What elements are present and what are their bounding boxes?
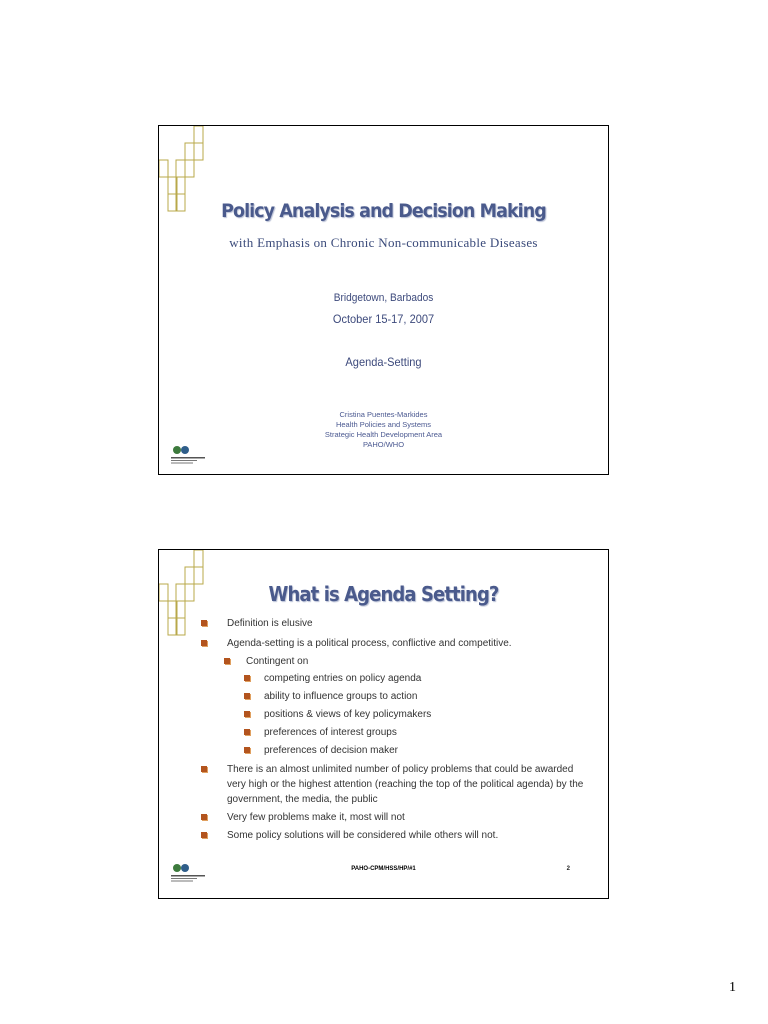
slide-title: Policy Analysis and Decision Making [221, 200, 546, 222]
bullet-icon [201, 766, 207, 772]
list-item: positions & views of key policymakers [264, 707, 431, 722]
list-item: preferences of interest groups [264, 725, 397, 740]
author-unit: Health Policies and Systems [335, 420, 432, 429]
list-item: Very few problems make it, most will not [227, 810, 405, 825]
paho-logo-icon [169, 444, 209, 466]
bullet-icon [224, 658, 230, 664]
list-item: Contingent on [246, 654, 308, 669]
list-item: competing entries on policy agenda [264, 671, 421, 686]
list-item: ability to influence groups to action [264, 689, 417, 704]
slide-title: What is Agenda Setting? [268, 582, 499, 606]
location-text: Bridgetown, Barbados [333, 292, 434, 304]
list-item: Some policy solutions will be considered while others will not. [227, 828, 498, 843]
bullet-icon [244, 693, 250, 699]
slide-subtitle: with Emphasis on Chronic Non-communicable Diseases [229, 235, 538, 250]
author-org: PAHO/WHO [362, 440, 405, 449]
author-area: Strategic Health Development Area [324, 430, 443, 439]
slide-1 [158, 125, 609, 475]
date-text: October 15-17, 2007 [332, 312, 435, 326]
list-item: Definition is elusive [227, 616, 313, 631]
bullet-icon [201, 640, 207, 646]
slide-number: 2 [566, 866, 570, 872]
agenda-text: Agenda-Setting [345, 355, 422, 369]
bullet-icon [244, 711, 250, 717]
bullet-icon [201, 814, 207, 820]
list-item: Agenda-setting is a political process, conflictive and competitive. [227, 636, 512, 651]
author-block [159, 410, 608, 450]
bullet-icon [244, 675, 250, 681]
page-number: 1 [729, 980, 736, 995]
list-item: There is an almost unlimited number of policy problems that could be awarded very high or the highest attention (reaching the top of the political agenda) by the government, the media, the public [227, 762, 587, 807]
slide-footer: PAHO-CPM/HSS/HP/#1 [351, 866, 416, 872]
bullet-icon [201, 832, 207, 838]
bullet-icon [201, 620, 207, 626]
list-item: preferences of decision maker [264, 743, 398, 758]
author-name: Cristina Puentes-Markides [339, 410, 428, 419]
slide-2 [158, 549, 609, 899]
bullet-icon [244, 747, 250, 753]
bullet-icon [244, 729, 250, 735]
